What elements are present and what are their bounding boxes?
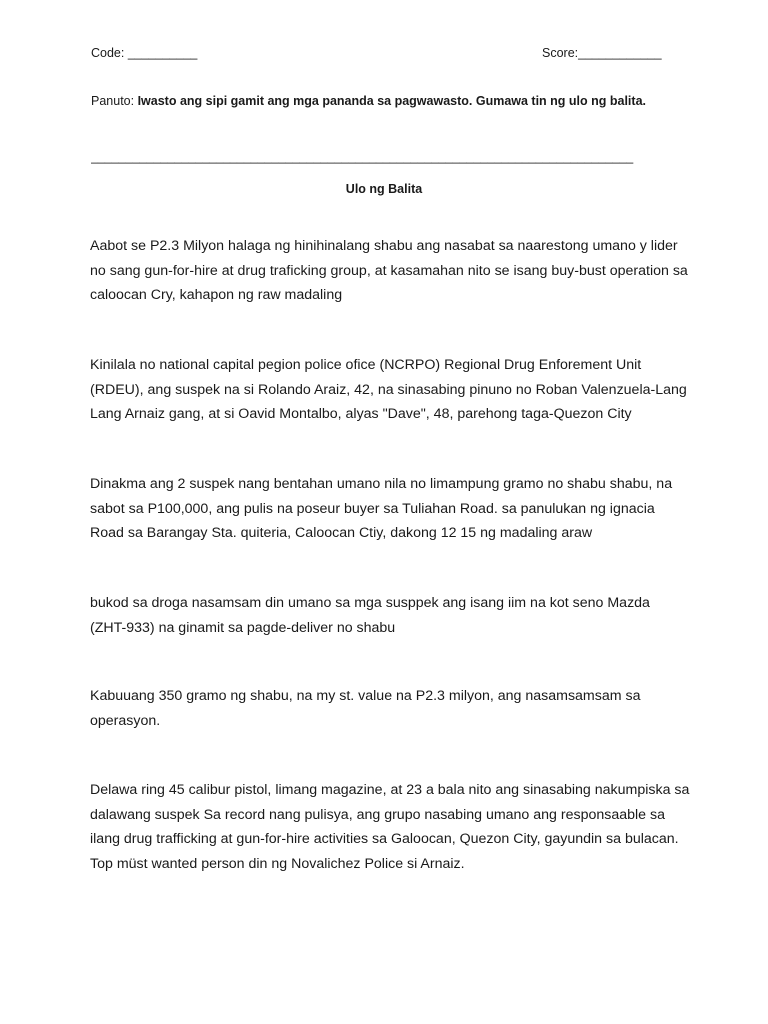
score-field: Score:____________	[542, 46, 662, 60]
paragraph-4: bukod sa droga nasamsam din umano sa mga susppek ang isang iim na kot seno Mazda (ZHT-933) na ginamit sa pagde-deliver no shabu	[90, 595, 650, 636]
paragraph-2: Kinilala no national capital pegion police ofice (NCRPO) Regional Drug Enforement Unit (RDEU), ang suspek na si Rolando Araiz, 42, na sinasabing pinuno no Roban Valenzuela-Lang Lang Arnaiz gang, at si Oavid Montalbo, alyas "Dave", 48, parehong taga-Quezon City	[90, 357, 687, 422]
paragraph-1: Aabot se P2.3 Milyon halaga ng hinihinalang shabu ang nasabat sa naarestong umano y lider no sang gun-for-hire at drug traficking group, at kasamahan nito se isang buy-bust operation sa caloocan Cry, kahapon ng raw madaling	[90, 238, 688, 303]
instruction-label: Panuto:	[91, 94, 135, 108]
code-field: Code: __________	[91, 46, 198, 60]
instruction-text: Iwasto ang sipi gamit ang mga pananda sa pagwawasto. Gumawa tin ng ulo ng balita.	[137, 94, 646, 108]
paragraph-3: Dinakma ang 2 suspek nang bentahan umano nila no limampung gramo no shabu shabu, na sabot sa P100,000, ang pulis na poseur buyer sa Tuliahan Road. sa panulukan ng ignacia Road sa Barangay Sta. quiteria, Caloocan Ctiy, dakong 12 15 ng madaling araw	[90, 476, 673, 541]
paragraph-5: Kabuuang 350 gramo ng shabu, na my st. value na P2.3 milyon, ang nasamsamsam sa operasyon.	[90, 688, 641, 729]
headline-blank-line: ______________________________________________________________________________	[91, 150, 634, 164]
instruction	[91, 94, 646, 108]
paragraph-6: Delawa ring 45 calibur pistol, limang magazine, at 23 a bala nito ang sinasabing nakumpiska sa dalawang suspek Sa record nang pulisya, ang grupo nasabing umano ang responsaable sa ilang drug trafficking at gun-for-hire activities sa Galoocan, Quezon City, gayundin sa bulacan. Top müst wanted person din ng Novalichez Police si Arnaiz.	[90, 782, 690, 872]
headline-title: Ulo ng Balita	[345, 182, 423, 196]
